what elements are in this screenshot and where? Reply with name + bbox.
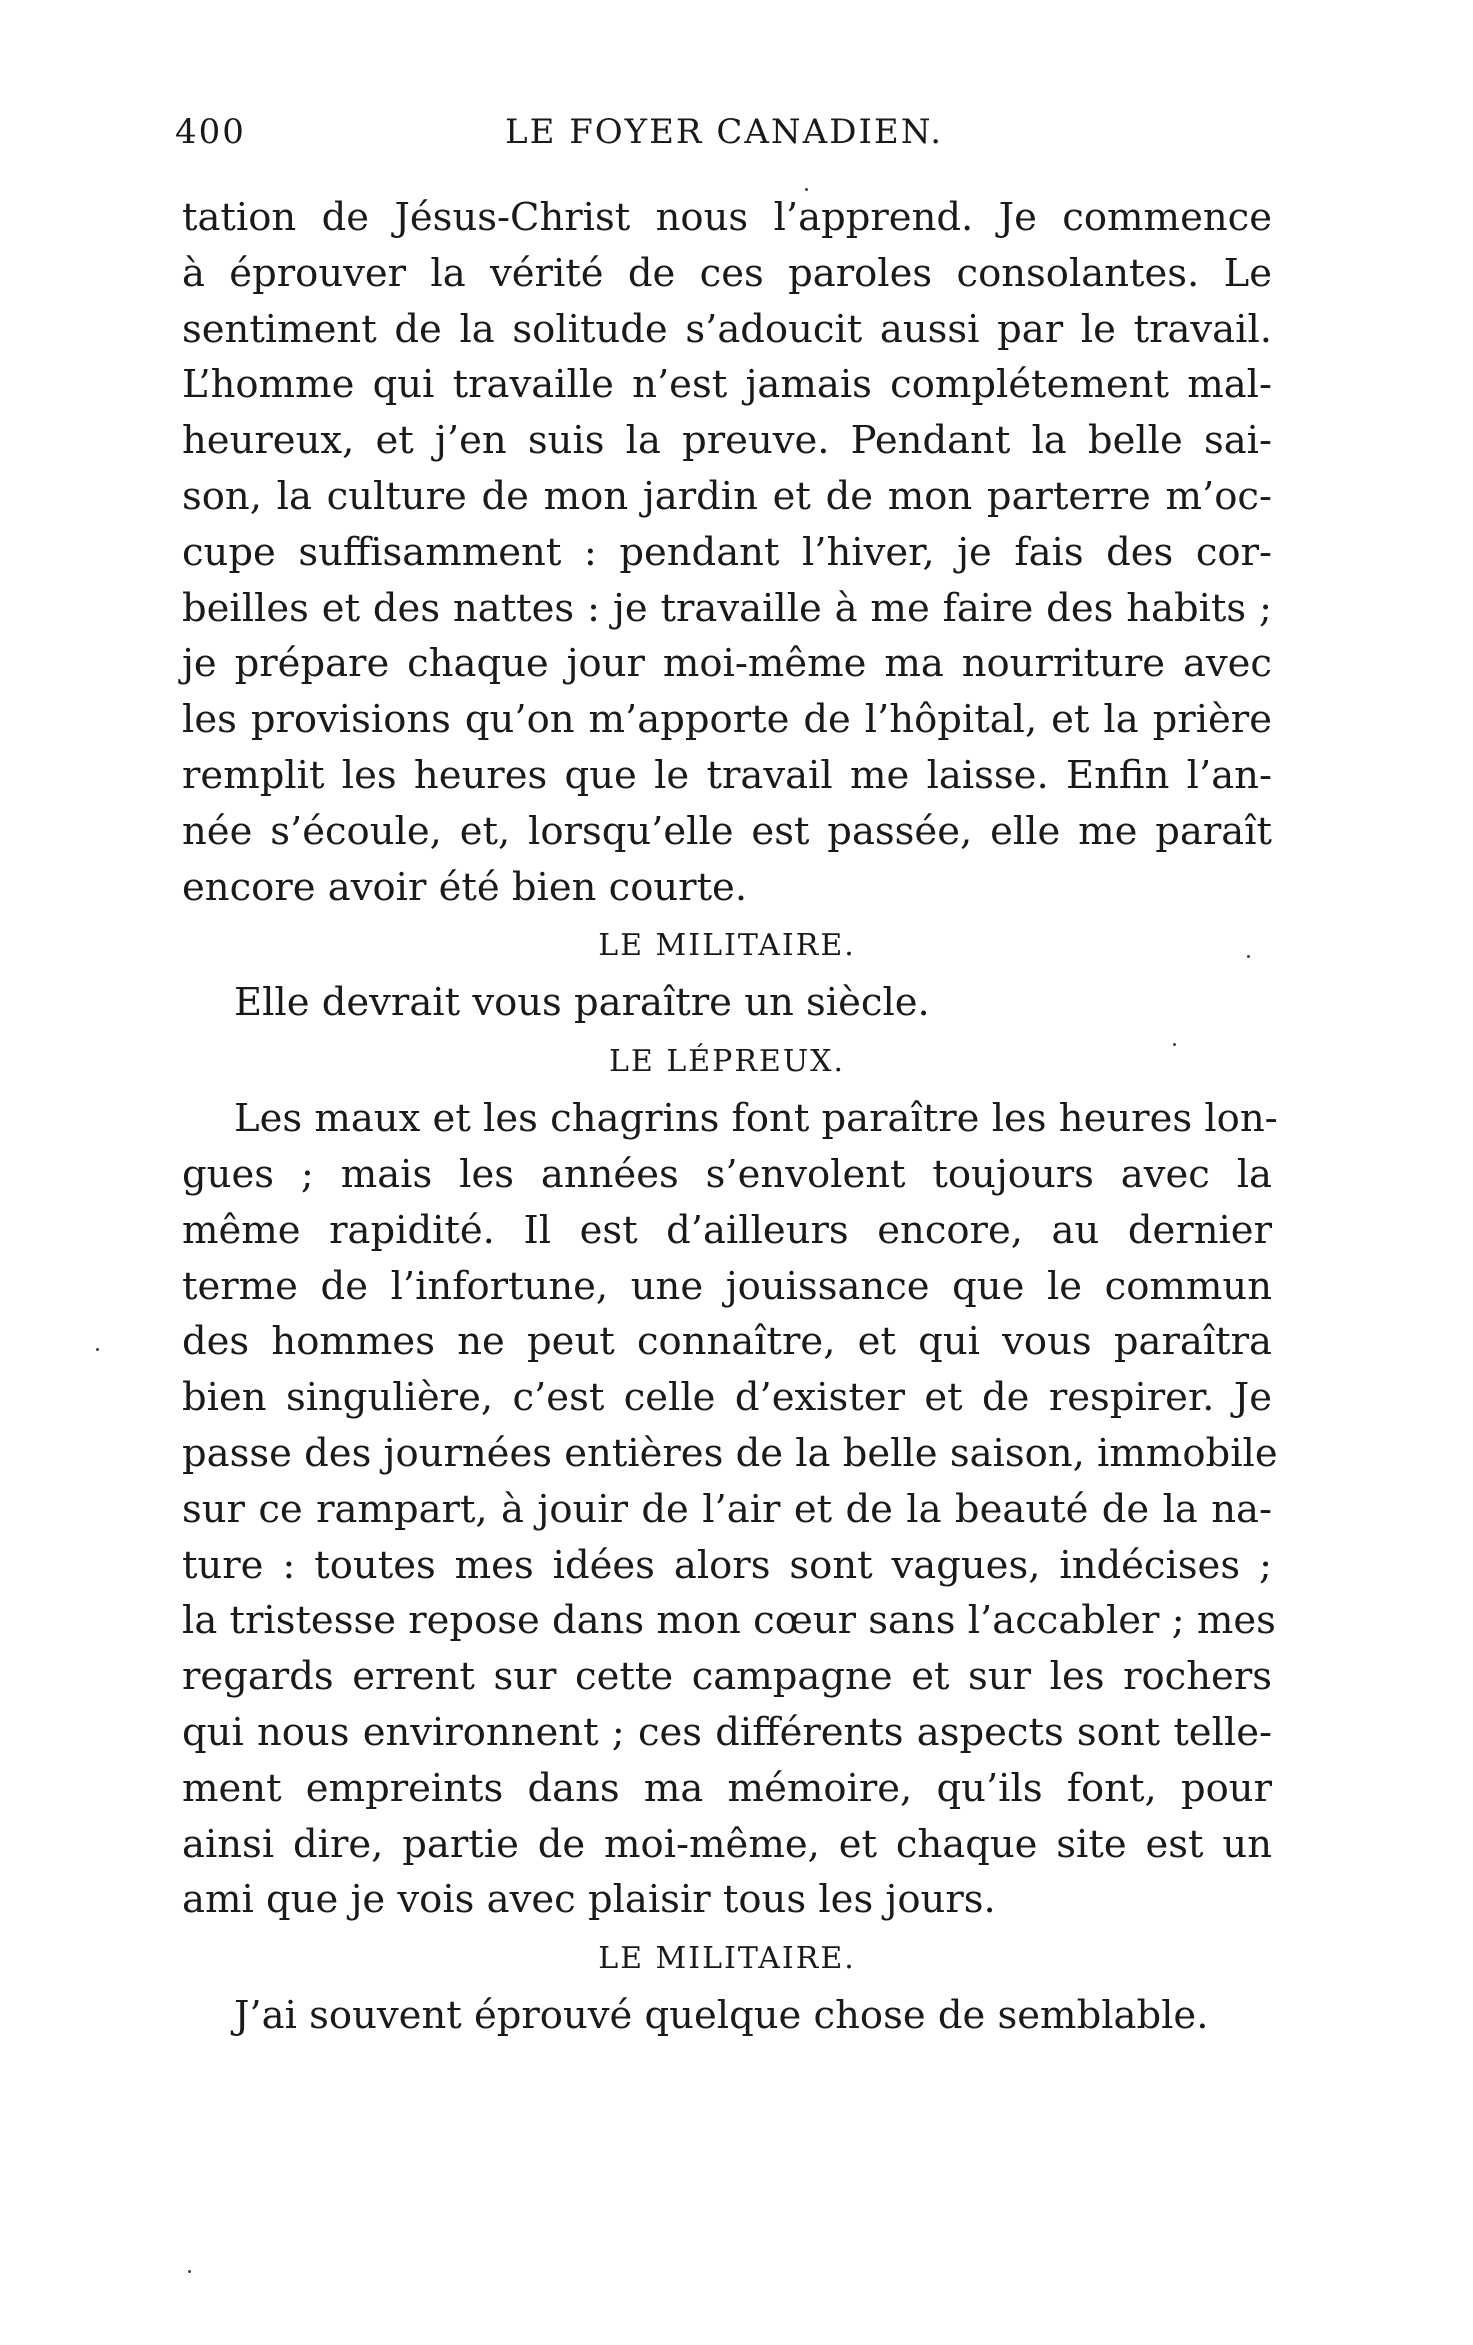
speck — [805, 188, 808, 191]
text-line: ainsi dire, partie de moi-même, et chaque site est un — [182, 1821, 1272, 1867]
text-line: gues ; mais les années s’envolent toujours avec la — [182, 1151, 1272, 1197]
text-line: je prépare chaque jour moi-même ma nourriture avec — [182, 641, 1272, 687]
text-line: Elle devrait vous paraître un siècle. — [234, 980, 930, 1026]
page-number: 400 — [175, 112, 246, 152]
text-line: terme de l’infortune, une jouissance que le commun — [182, 1263, 1272, 1309]
speck — [96, 1348, 99, 1351]
text-line: ment empreints dans ma mémoire, qu’ils font, pour — [182, 1765, 1272, 1811]
text-line: ami que je vois avec plaisir tous les jours. — [182, 1877, 996, 1923]
text-line: encore avoir été bien courte. — [182, 864, 748, 910]
speaker-heading: LE MILITAIRE. — [598, 928, 856, 964]
text-line: passe des journées entières de la belle saison, immobile — [182, 1430, 1278, 1476]
text-line: Les maux et les chagrins font paraître les heures lon- — [234, 1096, 1278, 1142]
speck — [1247, 955, 1250, 958]
text-line: regards errent sur cette campagne et sur les rochers — [182, 1654, 1272, 1700]
text-line: tation de Jésus-Christ nous l’apprend. Je commence — [182, 195, 1272, 240]
speck — [188, 2270, 191, 2273]
paragraph — [182, 1988, 1272, 2044]
body-text — [182, 190, 1278, 2044]
speaker-heading: LE LÉPREUX. — [608, 1044, 846, 1080]
text-line: son, la culture de mon jardin et de mon parterre m’oc- — [182, 473, 1272, 519]
text-line: J’ai souvent éprouvé quelque chose de semblable. — [234, 1993, 1209, 2039]
running-head — [175, 112, 1275, 162]
text-line: à éprouver la vérité de ces paroles consolantes. Le — [182, 250, 1272, 296]
text-line: bien singulière, c’est celle d’exister et de respirer. Je — [182, 1375, 1272, 1421]
paragraph — [182, 975, 1272, 1031]
text-line: qui nous environnent ; ces différents aspects sont telle- — [182, 1709, 1272, 1755]
text-line: remplit les heures que le travail me laisse. Enfin l’an- — [182, 752, 1272, 798]
paragraph — [182, 190, 1272, 915]
text-line: sentiment de la solitude s’adoucit aussi par le travail. — [182, 306, 1272, 352]
paragraph — [182, 1091, 1278, 1928]
text-line: beilles et des nattes : je travaille à me faire des habits ; — [182, 585, 1272, 631]
text-line: même rapidité. Il est d’ailleurs encore, au dernier — [182, 1207, 1272, 1253]
text-line: la tristesse repose dans mon cœur sans l’accabler ; mes — [182, 1598, 1276, 1644]
text-line: L’homme qui travaille n’est jamais complétement mal- — [182, 362, 1272, 408]
speck — [1173, 1043, 1176, 1046]
text-line: sur ce rampart, à jouir de l’air et de la beauté de la na- — [182, 1486, 1272, 1532]
text-line: cupe suffisamment : pendant l’hiver, je fais des cor- — [182, 529, 1272, 575]
running-title: LE FOYER CANADIEN. — [505, 112, 944, 152]
text-line: les provisions qu’on m’apporte de l’hôpital, et la prière — [182, 697, 1272, 743]
text-line: née s’écoule, et, lorsqu’elle est passée, elle me paraît — [182, 808, 1272, 854]
text-line: ture : toutes mes idées alors sont vagues, indécises ; — [182, 1542, 1272, 1588]
speaker-heading: LE MILITAIRE. — [598, 1941, 856, 1977]
text-line: des hommes ne peut connaître, et qui vous paraîtra — [182, 1319, 1272, 1365]
text-line: heureux, et j’en suis la preuve. Pendant la belle sai- — [182, 418, 1272, 464]
